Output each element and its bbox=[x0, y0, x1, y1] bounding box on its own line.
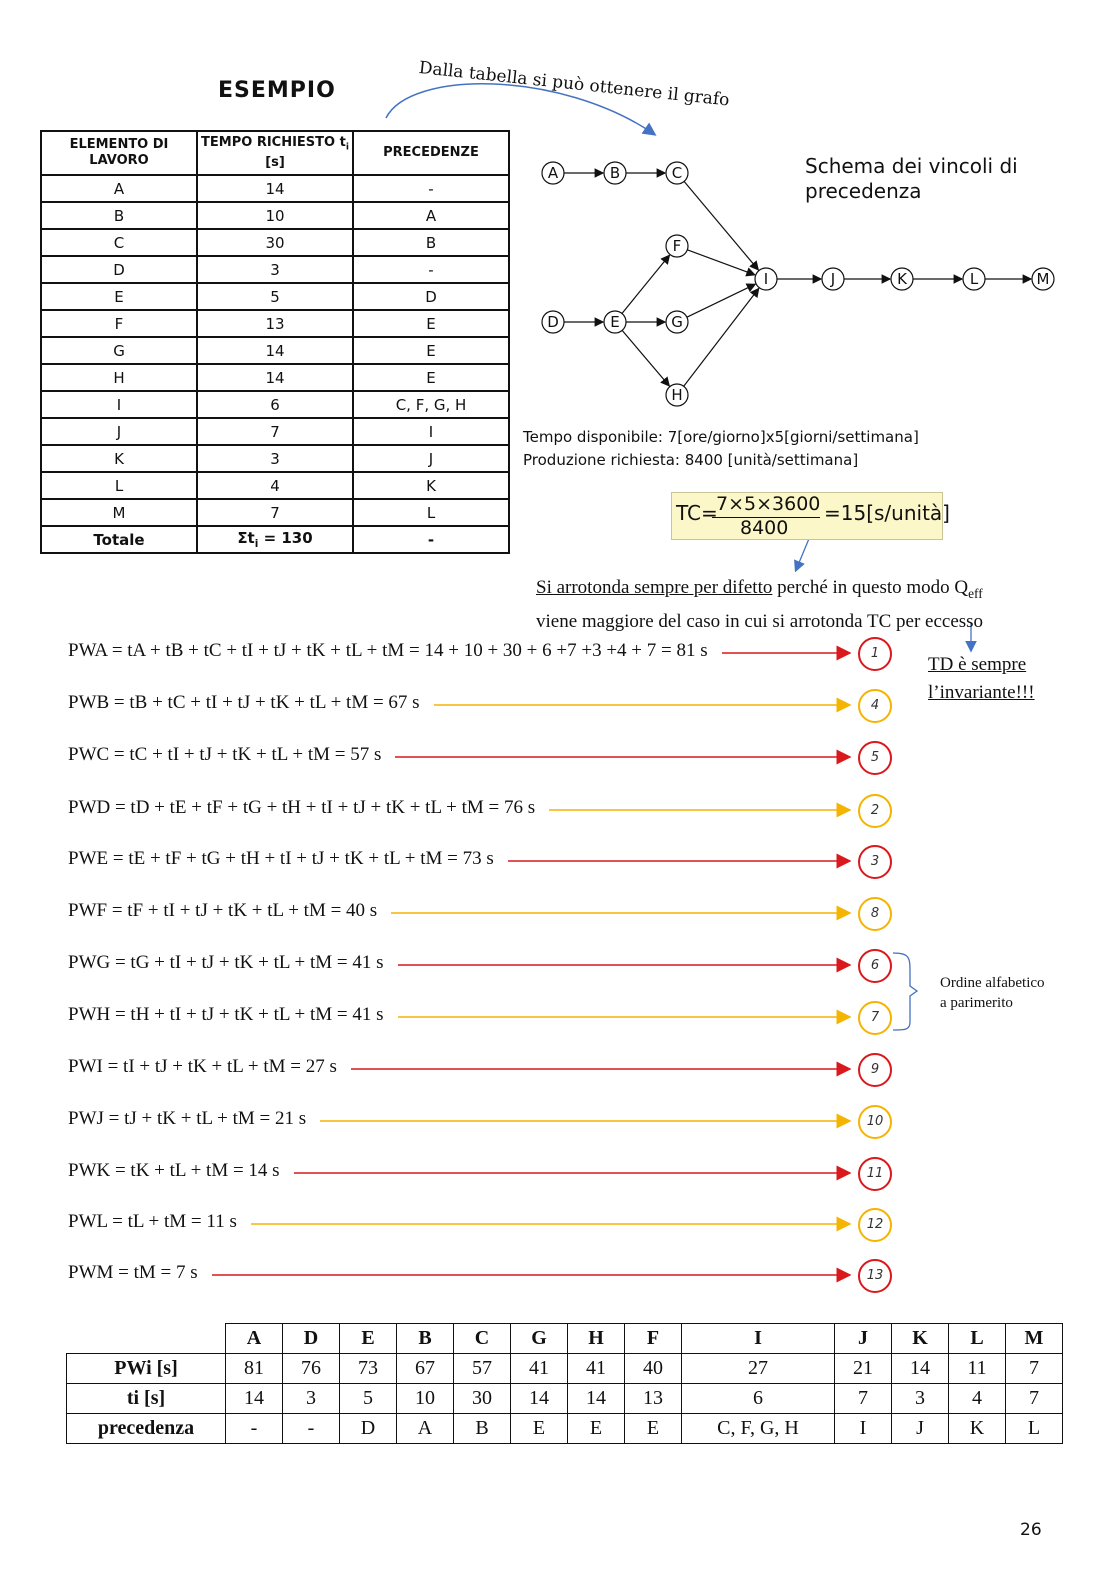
precedence-cell: - bbox=[353, 256, 509, 283]
summary-cell: 57 bbox=[454, 1354, 511, 1384]
summary-column-header: C bbox=[454, 1324, 511, 1354]
pw-formula: PWB = tB + tC + tI + tJ + tK + tL + tM = 67 s bbox=[68, 692, 420, 713]
element-cell: J bbox=[41, 418, 197, 445]
summary-cell: 6 bbox=[682, 1384, 835, 1414]
precedence-graph bbox=[542, 162, 1054, 406]
summary-row-label: PWi [s] bbox=[67, 1354, 226, 1384]
info-block bbox=[523, 426, 919, 472]
rank-circle: 3 bbox=[858, 845, 892, 879]
precedence-cell: K bbox=[353, 472, 509, 499]
time-cell: 14 bbox=[197, 175, 353, 202]
rank-circle: 11 bbox=[858, 1157, 892, 1191]
element-cell: K bbox=[41, 445, 197, 472]
rank-circle: 4 bbox=[858, 689, 892, 723]
element-cell: C bbox=[41, 229, 197, 256]
summary-header-row bbox=[67, 1324, 1063, 1354]
pw-formula: PWI = tI + tJ + tK + tL + tM = 27 s bbox=[68, 1056, 337, 1077]
precedence-cell: I bbox=[353, 418, 509, 445]
summary-cell: 14 bbox=[892, 1354, 949, 1384]
summary-column-header: H bbox=[568, 1324, 625, 1354]
summary-cell: J bbox=[892, 1414, 949, 1444]
summary-column-header: K bbox=[892, 1324, 949, 1354]
graph-node-label: K bbox=[897, 270, 907, 288]
rank-circle: 1 bbox=[858, 637, 892, 671]
time-cell: 4 bbox=[197, 472, 353, 499]
summary-cell: E bbox=[568, 1414, 625, 1444]
summary-row bbox=[67, 1384, 1063, 1414]
page-number: 26 bbox=[1020, 1520, 1042, 1540]
graph-edge-G-I bbox=[687, 284, 755, 317]
td-note: TD è sempre l’invariante!!! bbox=[928, 654, 1035, 703]
summary-cell: 10 bbox=[397, 1384, 454, 1414]
graph-node-label: F bbox=[672, 237, 682, 255]
element-cell: E bbox=[41, 283, 197, 310]
time-cell: 13 bbox=[197, 310, 353, 337]
graph-edge-E-F bbox=[622, 255, 669, 313]
summary-row-label: precedenza bbox=[67, 1414, 226, 1444]
summary-column-header: M bbox=[1006, 1324, 1063, 1354]
graph-node-label: M bbox=[1036, 270, 1050, 288]
graph-note-arrow bbox=[386, 84, 654, 134]
time-cell: 10 bbox=[197, 202, 353, 229]
precedence-cell: B bbox=[353, 229, 509, 256]
rank-circle: 8 bbox=[858, 897, 892, 931]
graph-node-label: E bbox=[610, 313, 620, 331]
total-value: $\Sigma t_i = 130$ bbox=[197, 526, 353, 553]
summary-column-header: I bbox=[682, 1324, 835, 1354]
graph-edge-C-I bbox=[684, 181, 758, 269]
total-label: Totale bbox=[41, 526, 197, 553]
time-cell: 30 bbox=[197, 229, 353, 256]
summary-cell: 40 bbox=[625, 1354, 682, 1384]
header-precedence: PRECEDENZE bbox=[353, 131, 509, 175]
time-cell: 7 bbox=[197, 499, 353, 526]
summary-cell: 14 bbox=[226, 1384, 283, 1414]
summary-cell: 11 bbox=[949, 1354, 1006, 1384]
precedence-cell: C, F, G, H bbox=[353, 391, 509, 418]
element-cell: G bbox=[41, 337, 197, 364]
element-cell: B bbox=[41, 202, 197, 229]
summary-row bbox=[67, 1354, 1063, 1384]
graph-node-label: C bbox=[671, 164, 683, 182]
time-cell: 5 bbox=[197, 283, 353, 310]
graph-node-label: G bbox=[671, 313, 683, 331]
graph-node-label: B bbox=[609, 164, 621, 182]
precedence-cell: - bbox=[353, 175, 509, 202]
graph-node-label: L bbox=[969, 270, 979, 288]
time-cell: 6 bbox=[197, 391, 353, 418]
element-cell: M bbox=[41, 499, 197, 526]
graph-edge-H-I bbox=[684, 289, 759, 387]
rank-circle: 13 bbox=[858, 1259, 892, 1293]
summary-column-header: E bbox=[340, 1324, 397, 1354]
summary-cell: D bbox=[340, 1414, 397, 1444]
summary-cell: 41 bbox=[568, 1354, 625, 1384]
summary-cell: E bbox=[625, 1414, 682, 1444]
pw-formula: PWM = tM = 7 s bbox=[68, 1262, 198, 1283]
pw-formula: PWL = tL + tM = 11 s bbox=[68, 1211, 237, 1232]
page-title: ESEMPIO bbox=[218, 78, 336, 103]
summary-cell: E bbox=[511, 1414, 568, 1444]
summary-cell: 7 bbox=[1006, 1354, 1063, 1384]
summary-row-label: ti [s] bbox=[67, 1384, 226, 1414]
tie-order-note: Ordine alfabetico a parimerito bbox=[940, 975, 1045, 1011]
precedence-cell: J bbox=[353, 445, 509, 472]
summary-cell: K bbox=[949, 1414, 1006, 1444]
available-time: Tempo disponibile: 7[ore/giorno]x5[giorni/settimana] bbox=[523, 428, 919, 446]
rank-circle: 12 bbox=[858, 1208, 892, 1242]
graph-node-label: D bbox=[547, 313, 559, 331]
graph-note: Dalla tabella si può ottenere il grafo bbox=[417, 58, 731, 111]
time-cell: 7 bbox=[197, 418, 353, 445]
graph-node-label: H bbox=[671, 386, 683, 404]
pw-formula: PWE = tE + tF + tG + tH + tI + tJ + tK + tL + tM = 73 s bbox=[68, 848, 494, 869]
pw-formula: PWH = tH + tI + tJ + tK + tL + tM = 41 s bbox=[68, 1004, 384, 1025]
precedence-cell: A bbox=[353, 202, 509, 229]
precedence-cell: E bbox=[353, 364, 509, 391]
time-cell: 3 bbox=[197, 445, 353, 472]
summary-cell: 14 bbox=[568, 1384, 625, 1414]
summary-cell: 81 bbox=[226, 1354, 283, 1384]
element-cell: L bbox=[41, 472, 197, 499]
tie-bracket bbox=[893, 953, 917, 1030]
summary-column-header: F bbox=[625, 1324, 682, 1354]
summary-cell: - bbox=[283, 1414, 340, 1444]
tc-label: TC= bbox=[676, 501, 718, 525]
pw-formula: PWF = tF + tI + tJ + tK + tL + tM = 40 s bbox=[68, 900, 378, 921]
pw-formula: PWA = tA + tB + tC + tI + tJ + tK + tL + tM = 14 + 10 + 30 + 6 +7 +3 +4 + 7 = 81 s bbox=[68, 640, 708, 661]
summary-cell: C, F, G, H bbox=[682, 1414, 835, 1444]
tc-result: =15[s/unità] bbox=[824, 501, 950, 525]
summary-cell: L bbox=[1006, 1414, 1063, 1444]
summary-column-header: D bbox=[283, 1324, 340, 1354]
total-precedence: - bbox=[353, 526, 509, 553]
summary-cell: 30 bbox=[454, 1384, 511, 1414]
rank-circle: 9 bbox=[858, 1053, 892, 1087]
graph-node-label: J bbox=[830, 270, 836, 288]
summary-row bbox=[67, 1414, 1063, 1444]
rounding-note-line2: viene maggiore del caso in cui si arrotonda TC per eccesso bbox=[536, 610, 984, 632]
summary-cell: 7 bbox=[1006, 1384, 1063, 1414]
summary-cell: 7 bbox=[835, 1384, 892, 1414]
rank-circle: 2 bbox=[858, 794, 892, 828]
header-time: TEMPO RICHIESTO $t_i$ [s] bbox=[197, 131, 353, 175]
element-cell: I bbox=[41, 391, 197, 418]
rounding-note: Si arrotonda sempre per difetto perché in questo modo $Q_{eff}$ viene maggiore del caso in cui si arrotonda TC per eccesso bbox=[536, 574, 983, 636]
rank-circle: 7 bbox=[858, 1001, 892, 1035]
element-cell: A bbox=[41, 175, 197, 202]
pw-formula: PWC = tC + tI + tJ + tK + tL + tM = 57 s bbox=[68, 744, 382, 765]
summary-cell: - bbox=[226, 1414, 283, 1444]
summary-cell: 76 bbox=[283, 1354, 340, 1384]
tc-formula bbox=[671, 492, 950, 540]
precedence-cell: E bbox=[353, 310, 509, 337]
pw-formula: PWJ = tJ + tK + tL + tM = 21 s bbox=[68, 1108, 307, 1129]
pw-formula: PWD = tD + tE + tF + tG + tH + tI + tJ + tK + tL + tM = 76 s bbox=[68, 797, 536, 818]
summary-cell: 3 bbox=[283, 1384, 340, 1414]
header-element: ELEMENTO DI LAVORO bbox=[41, 131, 197, 175]
summary-cell: 67 bbox=[397, 1354, 454, 1384]
graph-edge-E-H bbox=[622, 330, 669, 385]
element-cell: D bbox=[41, 256, 197, 283]
summary-cell: 5 bbox=[340, 1384, 397, 1414]
precedence-cell: D bbox=[353, 283, 509, 310]
schema-title: Schema dei vincoli di precedenza bbox=[805, 154, 1018, 203]
tc-denominator: 8400 bbox=[740, 517, 789, 539]
required-production: Produzione richiesta: 8400 [unità/settimana] bbox=[523, 451, 859, 469]
precedence-cell: L bbox=[353, 499, 509, 526]
summary-column-header: J bbox=[835, 1324, 892, 1354]
pw-formula: PWG = tG + tI + tJ + tK + tL + tM = 41 s bbox=[68, 952, 384, 973]
graph-node-label: I bbox=[763, 270, 769, 288]
summary-cell: 4 bbox=[949, 1384, 1006, 1414]
summary-cell: 3 bbox=[892, 1384, 949, 1414]
precedence-cell: E bbox=[353, 337, 509, 364]
time-cell: 14 bbox=[197, 364, 353, 391]
element-cell: F bbox=[41, 310, 197, 337]
summary-cell: 14 bbox=[511, 1384, 568, 1414]
summary-column-header: B bbox=[397, 1324, 454, 1354]
summary-table bbox=[66, 1323, 1063, 1444]
graph-node-label: A bbox=[547, 164, 559, 182]
summary-cell: 27 bbox=[682, 1354, 835, 1384]
tc-numerator: 7×5×3600 bbox=[716, 493, 821, 515]
summary-cell: 73 bbox=[340, 1354, 397, 1384]
summary-cell: B bbox=[454, 1414, 511, 1444]
summary-cell: I bbox=[835, 1414, 892, 1444]
rank-circle: 5 bbox=[858, 741, 892, 775]
time-cell: 3 bbox=[197, 256, 353, 283]
summary-cell: A bbox=[397, 1414, 454, 1444]
summary-column-header: L bbox=[949, 1324, 1006, 1354]
summary-column-header: G bbox=[511, 1324, 568, 1354]
summary-column-header: A bbox=[226, 1324, 283, 1354]
time-cell: 14 bbox=[197, 337, 353, 364]
summary-cell: 21 bbox=[835, 1354, 892, 1384]
element-cell: H bbox=[41, 364, 197, 391]
pw-formula: PWK = tK + tL + tM = 14 s bbox=[68, 1160, 280, 1181]
rank-circle: 6 bbox=[858, 949, 892, 983]
rounding-note-underlined: Si arrotonda sempre per difetto bbox=[536, 577, 773, 598]
rank-circle: 10 bbox=[858, 1105, 892, 1139]
summary-cell: 13 bbox=[625, 1384, 682, 1414]
summary-cell: 41 bbox=[511, 1354, 568, 1384]
